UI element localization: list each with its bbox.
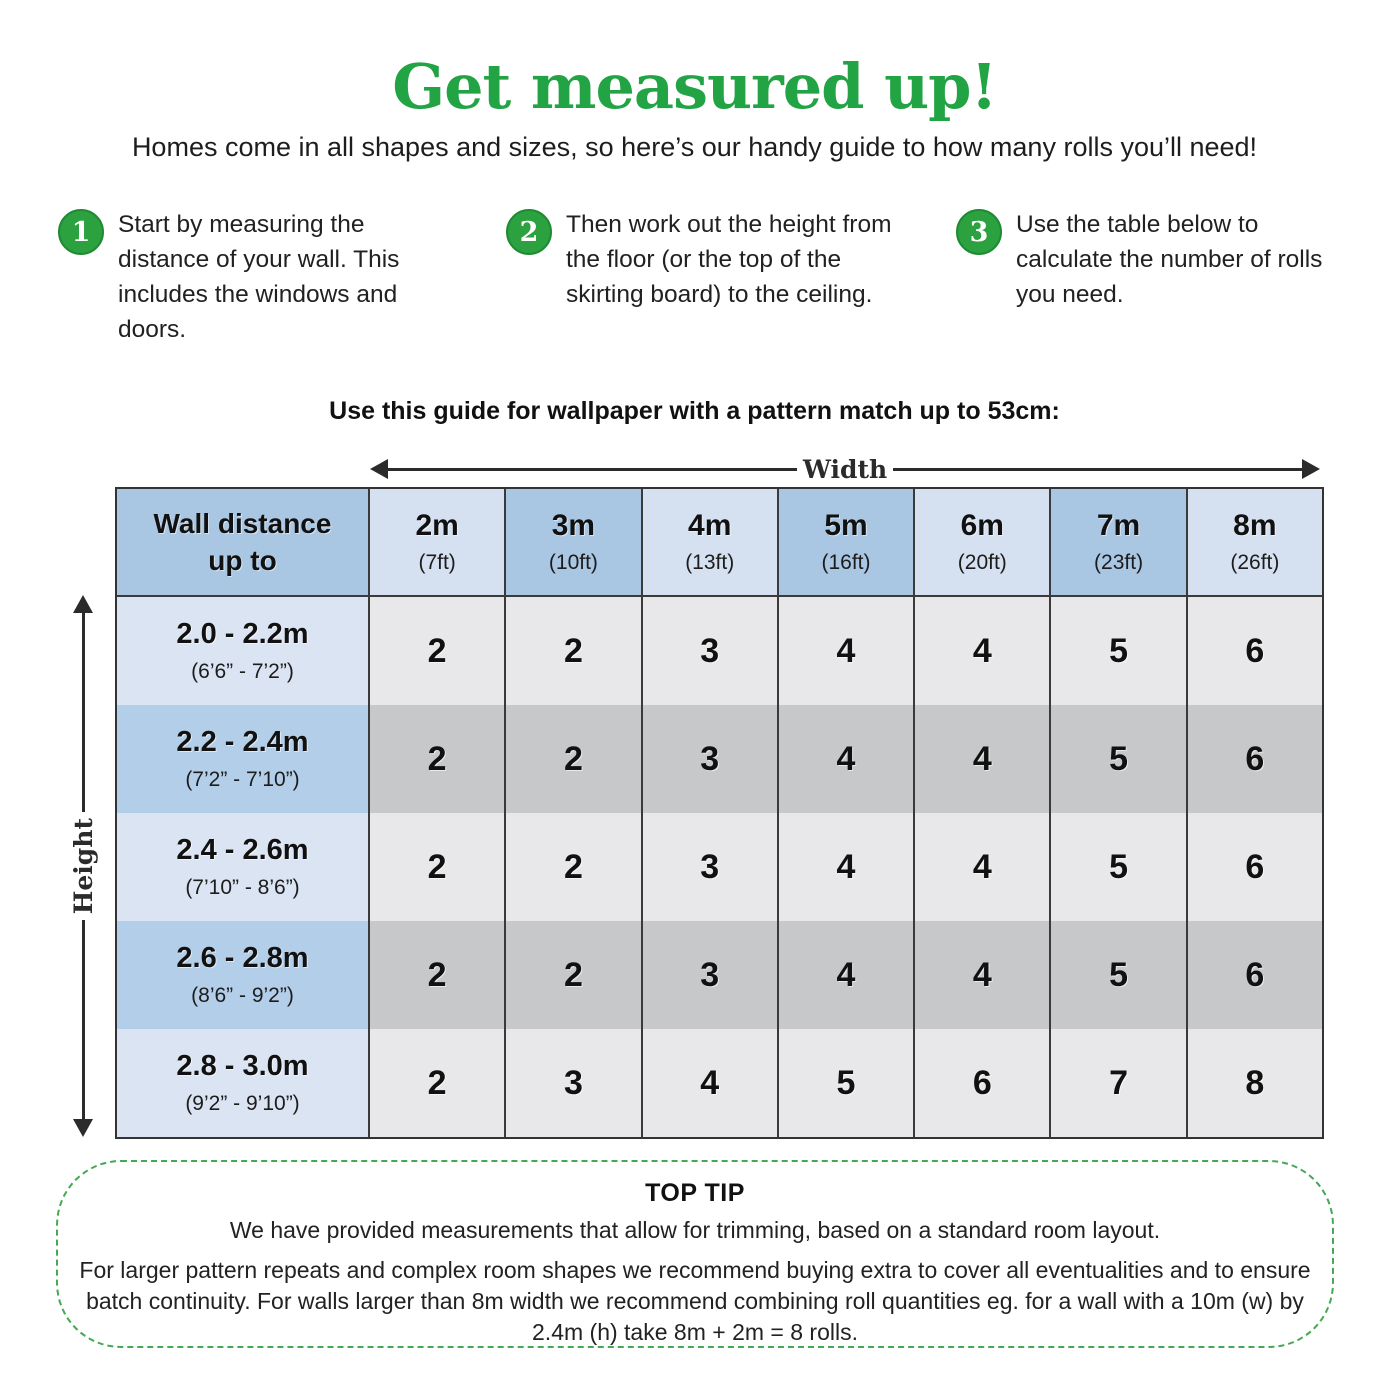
width-axis-label: Width xyxy=(802,454,888,484)
table-cell xyxy=(368,1029,504,1137)
arrow-right-icon xyxy=(1302,459,1320,479)
row-header-2.0-2.2m xyxy=(117,597,368,705)
roll-count: 6 xyxy=(1245,955,1265,994)
roll-count: 4 xyxy=(836,739,856,778)
row-range: 2.8 - 3.0m xyxy=(176,1050,309,1082)
roll-count: 2 xyxy=(427,739,447,778)
width-axis-arrow xyxy=(370,456,1320,482)
column-metric: 8m xyxy=(1233,509,1277,542)
row-imperial: (7’10” - 8’6”) xyxy=(185,876,300,899)
table-cell xyxy=(368,705,504,813)
roll-count: 2 xyxy=(563,739,583,778)
table-cell xyxy=(504,1029,640,1137)
table-corner-header xyxy=(117,489,368,597)
roll-count: 4 xyxy=(972,739,992,778)
row-imperial: (9’2” - 9’10”) xyxy=(185,1092,300,1115)
step-1-text: Start by measuring the distance of your wall. This includes the windows and doors. xyxy=(118,211,400,343)
roll-count: 3 xyxy=(563,1063,583,1102)
roll-count: 5 xyxy=(1109,739,1129,778)
row-header-2.2-2.4m xyxy=(117,705,368,813)
roll-count: 4 xyxy=(972,847,992,886)
roll-count: 2 xyxy=(427,847,447,886)
arrow-up-icon xyxy=(73,595,93,613)
column-header-3m xyxy=(504,489,640,597)
roll-count: 6 xyxy=(1245,847,1265,886)
top-tip-line2: For larger pattern repeats and complex room shapes we recommend buying extra to cover all eventualities and to ensure batch continuity. For walls larger than 8m width we recommend combining roll quantities eg. for a wall with a 10m (w) by 2.4m (h) take 8m + 2m = 8 rolls. xyxy=(79,1257,1311,1345)
corner-header-line1: Wall distance xyxy=(153,508,332,539)
roll-count: 2 xyxy=(563,955,583,994)
table-cell xyxy=(777,813,913,921)
row-range: 2.0 - 2.2m xyxy=(176,618,309,650)
column-header-2m xyxy=(368,489,504,597)
roll-count: 3 xyxy=(700,955,720,994)
page-subtitle: Homes come in all shapes and sizes, so here’s our handy guide to how many rolls you’ll need! xyxy=(131,132,1258,162)
table-cell xyxy=(1186,1029,1322,1137)
row-header-2.6-2.8m xyxy=(117,921,368,1029)
table-cell xyxy=(368,813,504,921)
arrow-line xyxy=(388,468,797,471)
column-metric: 3m xyxy=(551,509,596,542)
top-tip-box xyxy=(56,1160,1334,1348)
roll-count: 4 xyxy=(700,1063,720,1102)
corner-header-line2: up to xyxy=(208,545,277,576)
row-imperial: (6’6” - 7’2”) xyxy=(191,660,294,683)
column-metric: 6m xyxy=(960,509,1004,542)
table-cell xyxy=(504,705,640,813)
arrow-line xyxy=(82,613,85,812)
step-1 xyxy=(58,207,450,347)
roll-count: 6 xyxy=(972,1063,992,1102)
table-cell xyxy=(777,597,913,705)
table-cell xyxy=(913,813,1049,921)
table-cell xyxy=(913,921,1049,1029)
table-cell xyxy=(641,705,777,813)
table-cell xyxy=(641,1029,777,1137)
column-metric: 2m xyxy=(415,509,459,542)
arrow-line xyxy=(893,468,1302,471)
column-header-4m xyxy=(641,489,777,597)
table-cell xyxy=(1186,813,1322,921)
step-2-text: Then work out the height from the floor (or the top of the skirting board) to the ceiling. xyxy=(566,211,892,308)
roll-count: 4 xyxy=(972,631,992,670)
row-range: 2.4 - 2.6m xyxy=(176,834,309,866)
roll-count: 2 xyxy=(563,847,583,886)
roll-count: 2 xyxy=(427,955,447,994)
roll-count: 3 xyxy=(700,739,720,778)
roll-count: 6 xyxy=(1245,739,1265,778)
roll-count: 7 xyxy=(1109,1063,1129,1102)
rolls-table xyxy=(115,487,1324,1139)
column-imperial: (13ft) xyxy=(685,551,735,574)
column-imperial: (10ft) xyxy=(548,551,598,574)
roll-count: 2 xyxy=(427,631,447,670)
arrow-left-icon xyxy=(370,459,388,479)
roll-count: 3 xyxy=(700,631,720,670)
table-cell xyxy=(641,597,777,705)
page-title: Get measured up! xyxy=(392,50,997,123)
roll-count: 4 xyxy=(836,847,856,886)
row-imperial: (7’2” - 7’10”) xyxy=(185,768,300,791)
roll-count: 4 xyxy=(972,955,992,994)
column-metric: 7m xyxy=(1096,509,1141,542)
table-cell xyxy=(777,1029,913,1137)
column-metric: 5m xyxy=(824,509,868,542)
step-3-text: Use the table below to calculate the number of rolls you need. xyxy=(1016,211,1323,308)
step-2 xyxy=(506,207,906,312)
table-cell xyxy=(1186,921,1322,1029)
row-range: 2.2 - 2.4m xyxy=(176,726,309,758)
table-cell xyxy=(1049,1029,1185,1137)
column-imperial: (16ft) xyxy=(821,551,871,574)
table-cell xyxy=(1049,597,1185,705)
table-cell xyxy=(368,597,504,705)
row-range: 2.6 - 2.8m xyxy=(176,942,309,974)
table-cell xyxy=(1049,813,1185,921)
row-imperial: (8’6” - 9’2”) xyxy=(191,984,294,1007)
roll-count: 6 xyxy=(1245,631,1265,670)
top-tip-heading: TOP TIP xyxy=(645,1179,745,1207)
table-cell xyxy=(504,597,640,705)
table-cell xyxy=(1049,921,1185,1029)
step-3 xyxy=(956,207,1328,312)
height-axis-label: Height xyxy=(68,817,98,915)
roll-count: 3 xyxy=(700,847,720,886)
roll-count: 5 xyxy=(836,1063,856,1102)
step-2-number-badge: 2 xyxy=(506,209,552,255)
table-cell xyxy=(913,705,1049,813)
row-header-2.4-2.6m xyxy=(117,813,368,921)
column-imperial: (23ft) xyxy=(1094,551,1144,574)
roll-count: 2 xyxy=(427,1063,447,1102)
guide-heading: Use this guide for wallpaper with a pattern match up to 53cm: xyxy=(329,397,1060,425)
table-cell xyxy=(1049,705,1185,813)
roll-count: 5 xyxy=(1109,631,1129,670)
column-header-6m xyxy=(913,489,1049,597)
roll-count: 8 xyxy=(1245,1063,1265,1102)
table-cell xyxy=(504,813,640,921)
table-cell xyxy=(504,921,640,1029)
table-cell xyxy=(641,921,777,1029)
roll-count: 4 xyxy=(836,955,856,994)
column-imperial: (7ft) xyxy=(418,551,456,574)
table-cell xyxy=(913,1029,1049,1137)
top-tip-line1: We have provided measurements that allow for trimming, based on a standard room layout. xyxy=(229,1217,1161,1243)
roll-count: 5 xyxy=(1109,955,1129,994)
height-axis-arrow xyxy=(64,595,102,1137)
roll-count: 2 xyxy=(563,631,583,670)
column-imperial: (26ft) xyxy=(1230,551,1280,574)
table-cell xyxy=(368,921,504,1029)
row-header-2.8-3.0m xyxy=(117,1029,368,1137)
roll-count: 4 xyxy=(836,631,856,670)
column-header-7m xyxy=(1049,489,1185,597)
column-header-5m xyxy=(777,489,913,597)
arrow-line xyxy=(82,920,85,1119)
table-cell xyxy=(777,921,913,1029)
step-1-number-badge: 1 xyxy=(58,209,104,255)
table-cell xyxy=(913,597,1049,705)
table-cell xyxy=(1186,597,1322,705)
roll-count: 5 xyxy=(1109,847,1129,886)
column-header-8m xyxy=(1186,489,1322,597)
arrow-down-icon xyxy=(73,1119,93,1137)
table-cell xyxy=(1186,705,1322,813)
column-imperial: (20ft) xyxy=(957,551,1007,574)
table-cell xyxy=(777,705,913,813)
column-metric: 4m xyxy=(688,509,732,542)
table-cell xyxy=(641,813,777,921)
step-3-number-badge: 3 xyxy=(956,209,1002,255)
